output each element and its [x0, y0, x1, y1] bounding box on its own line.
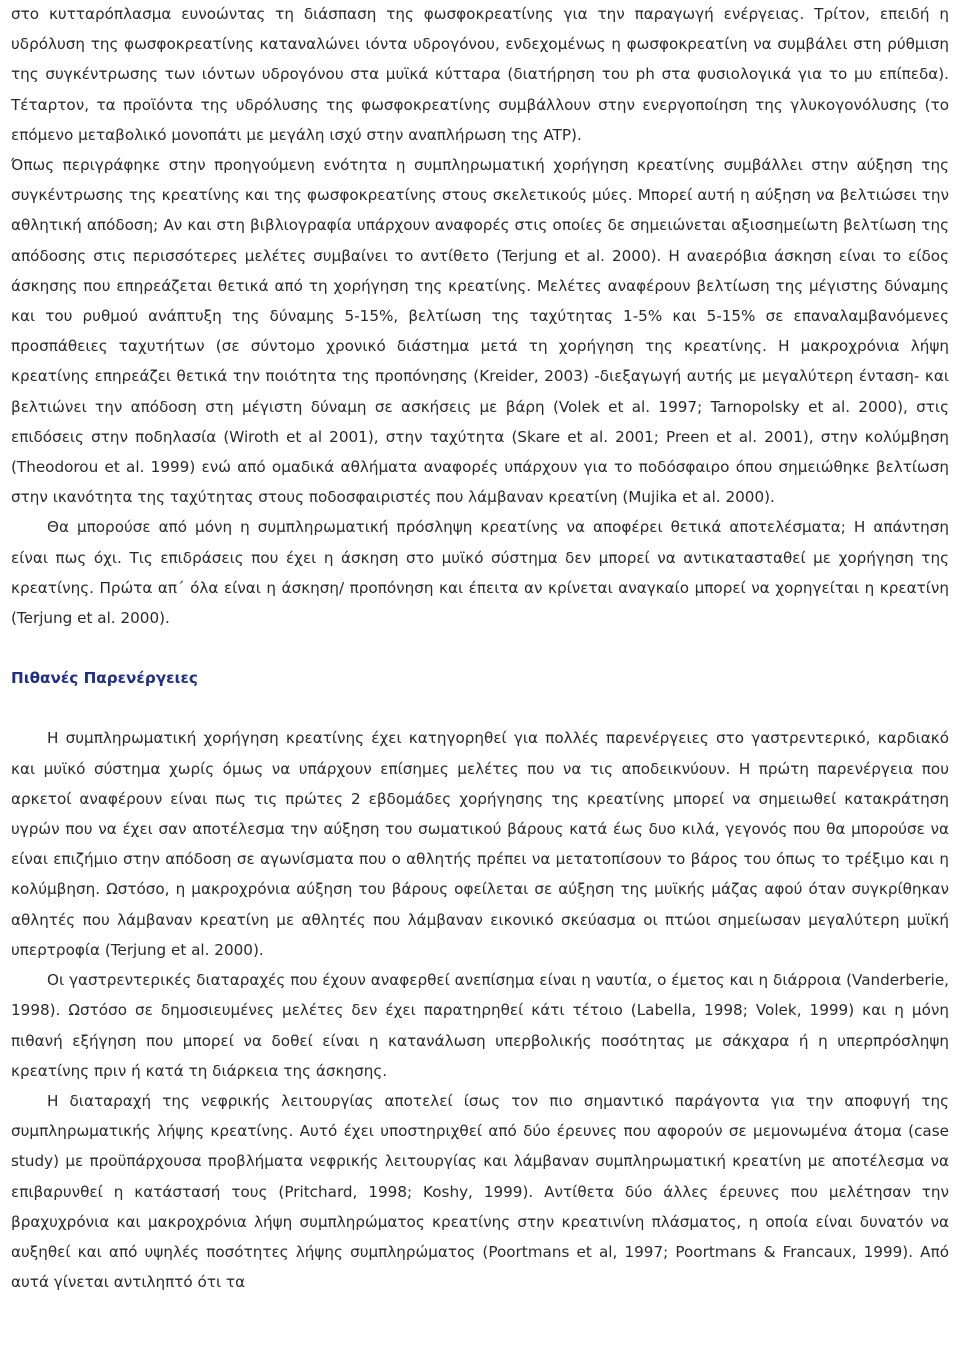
document-body: [11, 0, 949, 1297]
paragraph: Η συμπληρωματική χορήγηση κρεατίνης έχει κατηγορηθεί για πολλές παρενέργειες στο γαστρεντερικό, καρδιακό και μυϊκό σύστημα χωρίς όμως να υπάρχουν επίσημες μελέτες που να τις αποδεικνύουν. Η πρώτη παρενέργεια που αρκετοί αναφέρουν είναι πως τις πρώτες 2 εβδομάδες χορήγησης της κρεατίνης μπορεί να σημειωθεί κατακράτηση υγρών που να έχει σαν αποτέλεσμα την αύξηση του σωματικού βάρους κατά έως δυο κιλά, γεγονός που θα μπορούσε να είναι επιζήμιο στην απόδοση σε αγωνίσματα που ο αθλητής πρέπει να μετατοπίσουν το βάρος του όπως το τρέξιμο και η κολύμβηση. Ωστόσο, η μακροχρόνια αύξηση του βάρους οφείλεται σε αύξηση της μυϊκής μάζας αφού όταν συγκρίθηκαν αθλητές που λάμβαναν κρεατίνη με αθλητές που λάμβαναν εικονικό σκεύασμα οι πτώοι σημείωσαν μεγαλύτερη μυϊκή υπερτροφία (Terjung et al. 2000).: [11, 729, 949, 959]
paragraph: στο κυτταρόπλασμα ευνοώντας τη διάσπαση της φωσφοκρεατίνης για την παραγωγή ενέργειας. Τρίτον, επειδή η υδρόλυση της φωσφοκρεατίνης καταναλώνει ιόντα υδρογόνου, ενδεχομένως η φωσφοκρεατίνη να συμβάλει στη ρύθμιση της συγκέντρωσης των ιόντων υδρογόνου στα μυϊκά κύτταρα (διατήρηση του ph στα φυσιολογικά για το μυ επίπεδα). Τέταρτον, τα προϊόντα της υδρόλυσης της φωσφοκρεατίνης συμβάλλουν στην ενεργοποίηση της γλυκογονόλυσης (το επόμενο μεταβολικό μονοπάτι με μεγάλη ισχύ στην αναπλήρωση της ATP).: [11, 5, 949, 144]
paragraph: Θα μπορούσε από μόνη η συμπληρωματική πρόσληψη κρεατίνης να αποφέρει θετικά αποτελέσματα; Η απάντηση είναι πως όχι. Τις επιδράσεις που έχει η άσκηση στο μυϊκό σύστημα δεν μπορεί να αντικατασταθεί με χορήγηση της κρεατίνης. Πρώτα απ΄ όλα είναι η άσκηση/ προπόνηση και έπειτα αν κρίνεται αναγκαίο μπορεί να χορηγείται η κρεατίνη (Terjung et al. 2000).: [11, 518, 949, 628]
paragraph: Η διαταραχή της νεφρικής λειτουργίας αποτελεί ίσως τον πιο σημαντικό παράγοντα για την αποφυγή της συμπληρωματικής λήψης κρεατίνης. Αυτό έχει υποστηριχθεί από δύο έρευνες που αφορούν σε μεμονωμένα άτομα (case study) με προϋπάρχουσα προβλήματα νεφρικής λειτουργίας και λάμβαναν συμπληρωματική κρεατίνη με αποτέλεσμα να επιβαρυνθεί η κατάστασή τους (Pritchard, 1998; Koshy, 1999). Αντίθετα δύο άλλες έρευνες που μελέτησαν την βραχυχρόνια και μακροχρόνια λήψη συμπληρώματος κρεατίνης στην κρεατινίνη πλάσματος, η οποία είναι δυνατόν να αυξηθεί και από υψηλές ποσότητες λήψης συμπληρώματος (Poortmans et al, 1997; Poortmans & Francaux, 1999). Από αυτά γίνεται αντιληπτό ότι τα: [11, 1091, 949, 1292]
paragraph: Οι γαστρεντερικές διαταραχές που έχουν αναφερθεί ανεπίσημα είναι η ναυτία, ο έμετος και η διάρροια (Vanderberie, 1998). Ωστόσο σε δημοσιευμένες μελέτες δεν έχει παρατηρηθεί κάτι τέτοιο (Labella, 1998; Volek, 1999) και η μόνη πιθανή εξήγηση που μπορεί να δοθεί είναι η κατανάλωση υπερβολικής ποσότητας με σάκχαρα ή η υπερπρόσληψη κρεατίνης πριν ή κατά τη διάρκεια της άσκησης.: [11, 971, 949, 1080]
paragraph: Όπως περιγράφηκε στην προηγούμενη ενότητα η συμπληρωματική χορήγηση κρεατίνης συμβάλλει στην αύξηση της συγκέντρωσης της κρεατίνης και της φωσφοκρεατίνης στους σκελετικούς μύες. Μπορεί αυτή η αύξηση να βελτιώσει την αθλητική απόδοση; Αν και στη βιβλιογραφία υπάρχουν αναφορές στις οποίες δε σημειώνεται αξιοσημείωτη βελτίωση της απόδοσης στις περισσότερες μελέτες συμβαίνει το αντίθετο (Terjung et al. 2000). Η αναερόβια άσκηση είναι το είδος άσκησης που επηρεάζεται θετικά από τη χορήγηση της κρεατίνης. Μελέτες αναφέρουν βελτίωση της μέγιστης δύναμης και του ρυθμού ανάπτυξη της δύναμης 5-15%, βελτίωση της ταχύτητας 1-5% και 5-15% σε επαναλαμβανόμενες προσπάθειες ταχυτήτων (σε σύντομο χρονικό διάστημα μετά τη χορήγηση της κρεατίνης. Η μακροχρόνια λήψη κρεατίνης επηρεάζει θετικά την ποιότητα της προπόνησης (Kreider, 2003) -διεξαγωγή αυτής με μεγαλύτερη ένταση- και βελτιώνει την απόδοση στη μέγιστη δύναμη σε ασκήσεις με βάρη (Volek et al. 1997; Tarnopolsky et al. 2000), στις επιδόσεις στην ποδηλασία (Wiroth et al 2001), στην ταχύτητα (Skare et al. 2001; Preen et al. 2001), στην κολύμβηση (Theodorou et al. 1999) ενώ από ομαδικά αθλήματα αναφορές υπάρχουν για το ποδόσφαιρο όπου σημειώθηκε βελτίωση στην ικανότητα της ταχύτητας στους ποδοσφαιριστές που λάμβαναν κρεατίνη (Mujika et al. 2000).: [11, 156, 949, 507]
section-heading: Πιθανές Παρενέργειες: [11, 669, 198, 688]
